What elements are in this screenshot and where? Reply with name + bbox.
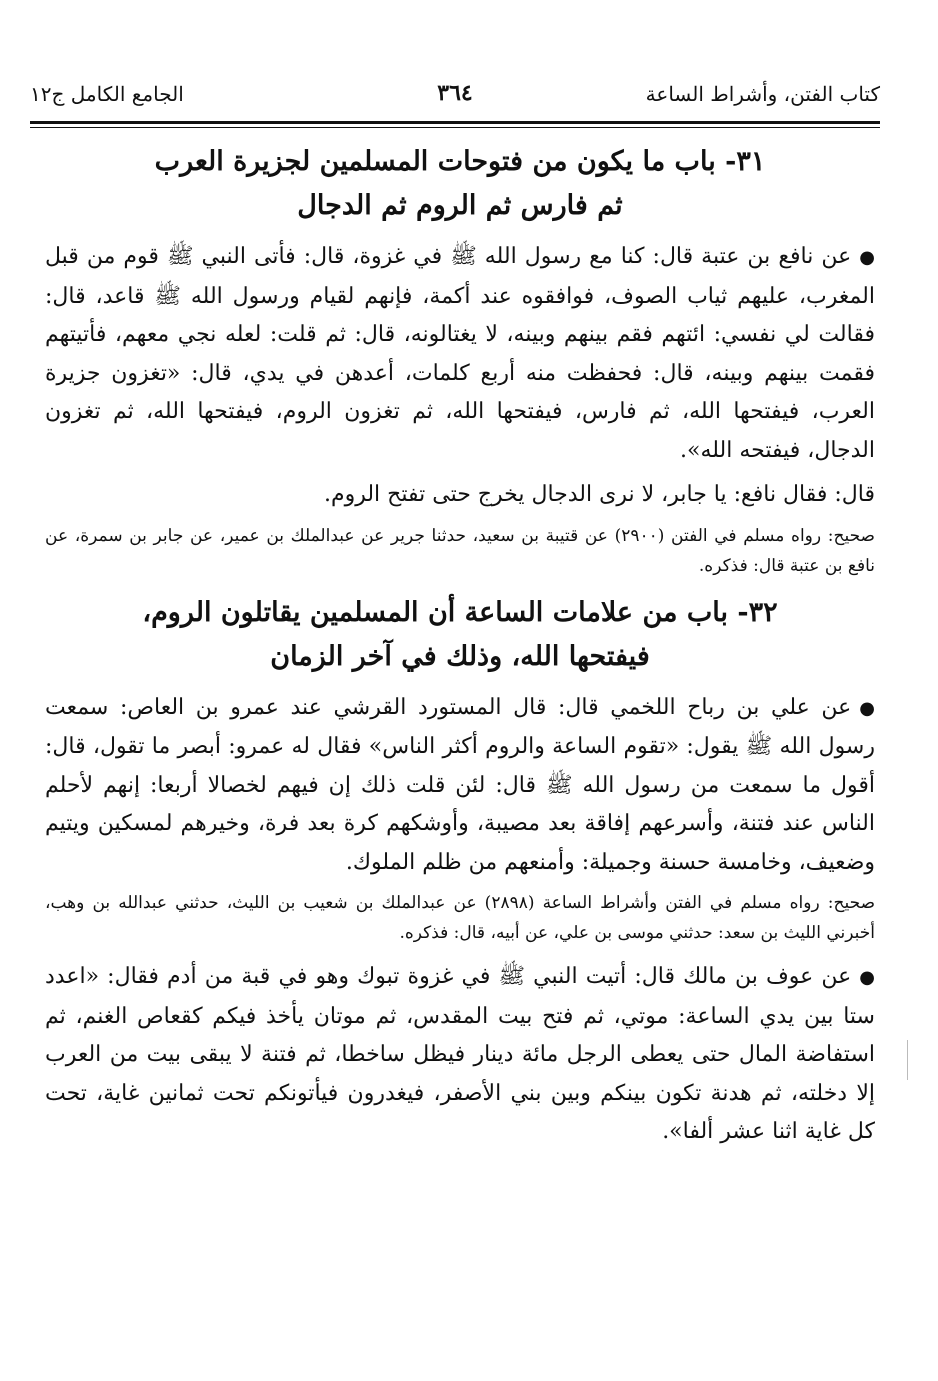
margin-mark bbox=[907, 1040, 908, 1080]
header-book-title: الجامع الكامل ج١٢ bbox=[30, 82, 184, 106]
bullet-icon: ● bbox=[859, 697, 875, 719]
chapter-heading-line2: ثم فارس ثم الروم ثم الدجال bbox=[297, 190, 623, 221]
chapter-heading-32 bbox=[45, 591, 875, 679]
header-rule-thin bbox=[30, 127, 880, 128]
chapter-heading-line1: ٣٢- باب من علامات الساعة أن المسلمين يقاتلون الروم، bbox=[142, 596, 778, 628]
header-rule bbox=[30, 121, 880, 124]
hadith-text: عن علي بن رباح اللخمي قال: قال المستورد القرشي عند عمرو بن العاص: سمعت رسول الله ﷺ يقول: «تقوم الساعة والروم أكثر الناس» فقال له عمرو: أبصر ما تقول، قال: أقول ما سمعت من رسول الله ﷺ قال: لئن قلت ذلك إن فيهم لخصالا أربعا: إنهم لأحلم الناس عند فتنة، وأسرعهم إفاقة بعد مصيبة، وأوشكهم كرة بعد فرة، وخيرهم لمسكين ويتيم وضعيف، وخامسة حسنة وجميلة: وأمنعهم من ظلم الملوك. bbox=[45, 694, 875, 875]
page-body bbox=[45, 140, 875, 1158]
hadith-paragraph bbox=[45, 958, 875, 1152]
running-header bbox=[30, 78, 880, 118]
header-chapter-title: كتاب الفتن، وأشراط الساعة bbox=[645, 82, 880, 106]
takhrij-note: صحيح: رواه مسلم في الفتن (٢٩٠٠) عن قتيبة بن سعيد، حدثنا جرير عن عبدالملك بن عمير، عن جابر بن سمرة، عن نافع بن عتبة قال: فذكره. bbox=[45, 525, 875, 576]
hadith-paragraph bbox=[45, 689, 875, 883]
bullet-icon: ● bbox=[859, 247, 875, 268]
hadith-text: عن عوف بن مالك قال: أتيت النبي ﷺ في غزوة تبوك وهو في قبة من أدم فقال: «اعدد ستا بين يدي الساعة: موتي، ثم فتح بيت المقدس، ثم موتان يأخذ فيكم كقعاص الغنم، ثم استفاضة المال حتى يعطى الرجل مائة دينار فيظل ساخطا، ثم فتنة لا يبقى بيت من العرب إلا دخلته، ثم هدنة تكون بينكم وبين بني الأصفر، فيغدرون فيأتونكم تحت ثمانين غاية، تحت كل غاية اثنا عشر ألفا». bbox=[45, 964, 875, 1144]
hadith-paragraph: قال: فقال نافع: يا جابر، لا نرى الدجال يخرج حتى تفتح الروم. bbox=[323, 482, 875, 507]
hadith-paragraph bbox=[45, 238, 875, 470]
chapter-heading-31 bbox=[45, 140, 875, 228]
takhrij-note: صحيح: رواه مسلم في الفتن وأشراط الساعة (٢٨٩٨) عن عبدالملك بن شعيب بن الليث، حدثني عبدالله بن وهب، أخبرني الليث بن سعد: حدثني موسى بن علي، عن أبيه، قال: فذكره. bbox=[45, 893, 876, 943]
page-number: ٣٦٤ bbox=[437, 80, 473, 106]
hadith-text: عن نافع بن عتبة قال: كنا مع رسول الله ﷺ في غزوة، قال: فأتى النبي ﷺ قوم من قبل المغرب، عليهم ثياب الصوف، فوافقوه عند أكمة، فإنهم لقيام ورسول الله ﷺ قاعد، قال: فقالت لي نفسي: ائتهم فقم بينهم وبينه، لا يغتالونه، قال: ثم قلت: لعله نجي معهم، فأتيتهم فقمت بينهم وبينه، قال: فحفظت منه أربع كلمات، أعدهن في يدي، قال: «تغزون جزيرة العرب، فيفتحها الله، ثم فارس، فيفتحها الله، ثم تغزون الروم، فيفتحها الله، ثم تغزون الدجال، فيفتحه الله». bbox=[45, 244, 875, 463]
bullet-icon: ● bbox=[859, 967, 875, 988]
chapter-heading-line1: ٣١- باب ما يكون من فتوحات المسلمين لجزيرة العرب bbox=[154, 146, 766, 177]
chapter-heading-line2: فيفتحها الله، وذلك في آخر الزمان bbox=[270, 640, 650, 672]
